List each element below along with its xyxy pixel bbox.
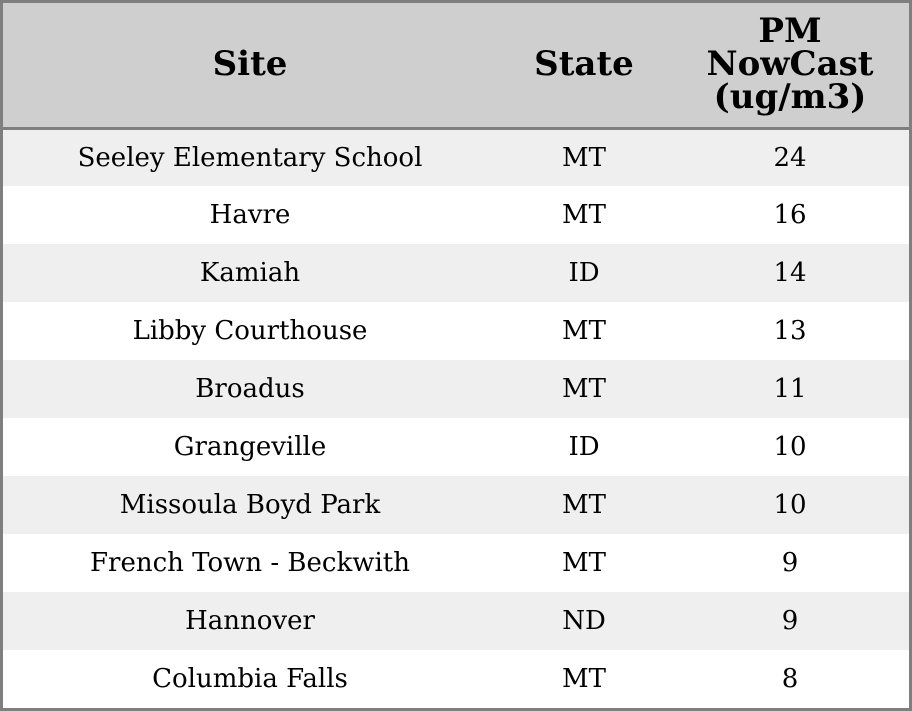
table-row bbox=[3, 418, 909, 476]
header-state: State bbox=[497, 3, 671, 128]
cell-pm: 10 bbox=[773, 490, 807, 520]
table-header-row bbox=[3, 3, 909, 128]
cell-state: MT bbox=[562, 374, 606, 404]
header-pm-line-1: PM bbox=[758, 11, 822, 52]
cell-pm: 11 bbox=[773, 374, 807, 404]
cell-state: MT bbox=[562, 316, 606, 346]
cell-site: Grangeville bbox=[173, 432, 327, 462]
cell-pm: 10 bbox=[773, 432, 807, 462]
cell-site: Hannover bbox=[185, 606, 315, 636]
cell-pm: 8 bbox=[781, 664, 799, 694]
cell-pm: 13 bbox=[773, 316, 807, 346]
cell-state: MT bbox=[562, 490, 606, 520]
cell-pm: 9 bbox=[781, 606, 799, 636]
cell-pm: 9 bbox=[781, 548, 799, 578]
cell-site: Kamiah bbox=[199, 258, 301, 288]
table-row bbox=[3, 186, 909, 244]
cell-pm: 16 bbox=[773, 200, 807, 230]
header-pm-line-3: (ug/m3) bbox=[713, 77, 867, 118]
cell-state: MT bbox=[562, 664, 606, 694]
cell-state: MT bbox=[562, 548, 606, 578]
table-row bbox=[3, 592, 909, 650]
table-row bbox=[3, 244, 909, 302]
cell-site: Missoula Boyd Park bbox=[119, 490, 381, 520]
cell-site: Broadus bbox=[195, 374, 305, 404]
table-row bbox=[3, 534, 909, 592]
cell-pm: 14 bbox=[773, 258, 807, 288]
cell-state: MT bbox=[562, 200, 606, 230]
cell-state: ID bbox=[568, 258, 600, 288]
cell-state: ID bbox=[568, 432, 600, 462]
header-pm-nowcast bbox=[671, 3, 909, 128]
cell-site: Columbia Falls bbox=[152, 664, 348, 694]
header-site: Site bbox=[3, 3, 497, 128]
table-row bbox=[3, 650, 909, 708]
cell-site: French Town - Beckwith bbox=[89, 548, 411, 578]
cell-site: Seeley Elementary School bbox=[77, 142, 423, 173]
cell-site: Libby Courthouse bbox=[132, 316, 368, 346]
cell-site: Havre bbox=[209, 200, 291, 230]
cell-state: MT bbox=[562, 142, 606, 173]
cell-pm: 24 bbox=[773, 142, 807, 173]
header-pm-line-2: NowCast bbox=[706, 44, 874, 85]
table-row bbox=[3, 476, 909, 534]
cell-state: ND bbox=[562, 606, 606, 636]
table-row bbox=[3, 302, 909, 360]
pm-nowcast-table bbox=[3, 3, 909, 708]
table-row bbox=[3, 128, 909, 186]
table-row bbox=[3, 360, 909, 418]
